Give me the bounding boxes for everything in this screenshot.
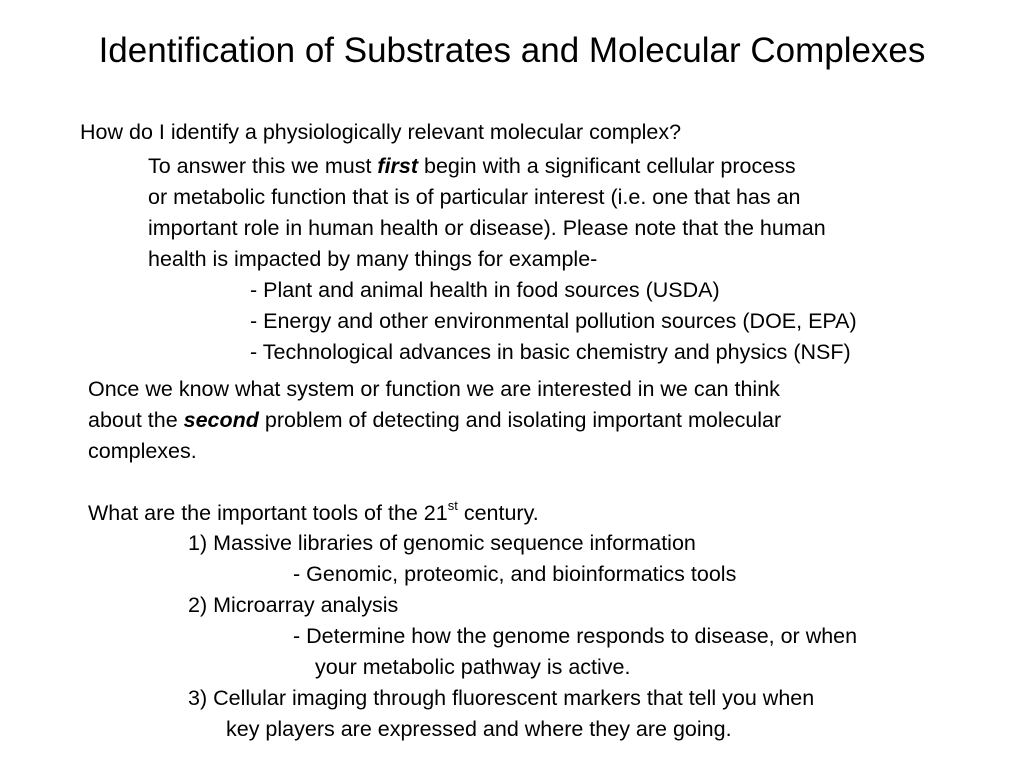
second-line-2-start: about the [88, 408, 184, 432]
answer-line-1-start: To answer this we must [148, 154, 378, 178]
tool-item-1-sub: - Genomic, proteomic, and bioinformatics tools [293, 562, 737, 586]
tools-heading-start: What are the important tools of the 21 [88, 501, 448, 525]
second-line-2 [88, 407, 781, 433]
tool-item-1: 1) Massive libraries of genomic sequence information [188, 531, 696, 555]
tool-item-2: 2) Microarray analysis [188, 593, 399, 617]
second-line-2-end: problem of detecting and isolating important molecular [258, 408, 782, 432]
tools-heading-end: century. [457, 501, 539, 525]
emphasis-second: second [183, 408, 259, 432]
answer-line-1-end: begin with a significant cellular process [418, 154, 796, 178]
tool-item-2-sub-1: - Determine how the genome responds to disease, or when [293, 624, 858, 648]
example-item: - Energy and other environmental pollution sources (DOE, EPA) [250, 309, 857, 333]
answer-line-3: important role in human health or disease). Please note that the human [148, 216, 826, 240]
second-line-3: complexes. [88, 439, 197, 463]
slide-title: Identification of Substrates and Molecular Complexes [98, 31, 926, 70]
example-item: - Plant and animal health in food sources (USDA) [250, 278, 720, 302]
tool-item-3-line-1: 3) Cellular imaging through fluorescent markers that tell you when [188, 686, 815, 710]
answer-line-2: or metabolic function that is of particular interest (i.e. one that has an [148, 185, 801, 209]
emphasis-first: first [377, 154, 419, 178]
question-text: How do I identify a physiologically relevant molecular complex? [80, 120, 682, 144]
tools-heading [88, 497, 539, 526]
tool-item-3-line-2: key players are expressed and where they are going. [226, 717, 732, 741]
answer-line-4: health is impacted by many things for example- [148, 247, 598, 271]
second-line-1: Once we know what system or function we are interested in we can think [88, 377, 780, 401]
tools-heading-superscript: st [447, 497, 458, 513]
answer-line-1 [148, 153, 796, 179]
example-item: - Technological advances in basic chemistry and physics (NSF) [250, 340, 851, 364]
tool-item-2-sub-2: your metabolic pathway is active. [315, 655, 631, 679]
